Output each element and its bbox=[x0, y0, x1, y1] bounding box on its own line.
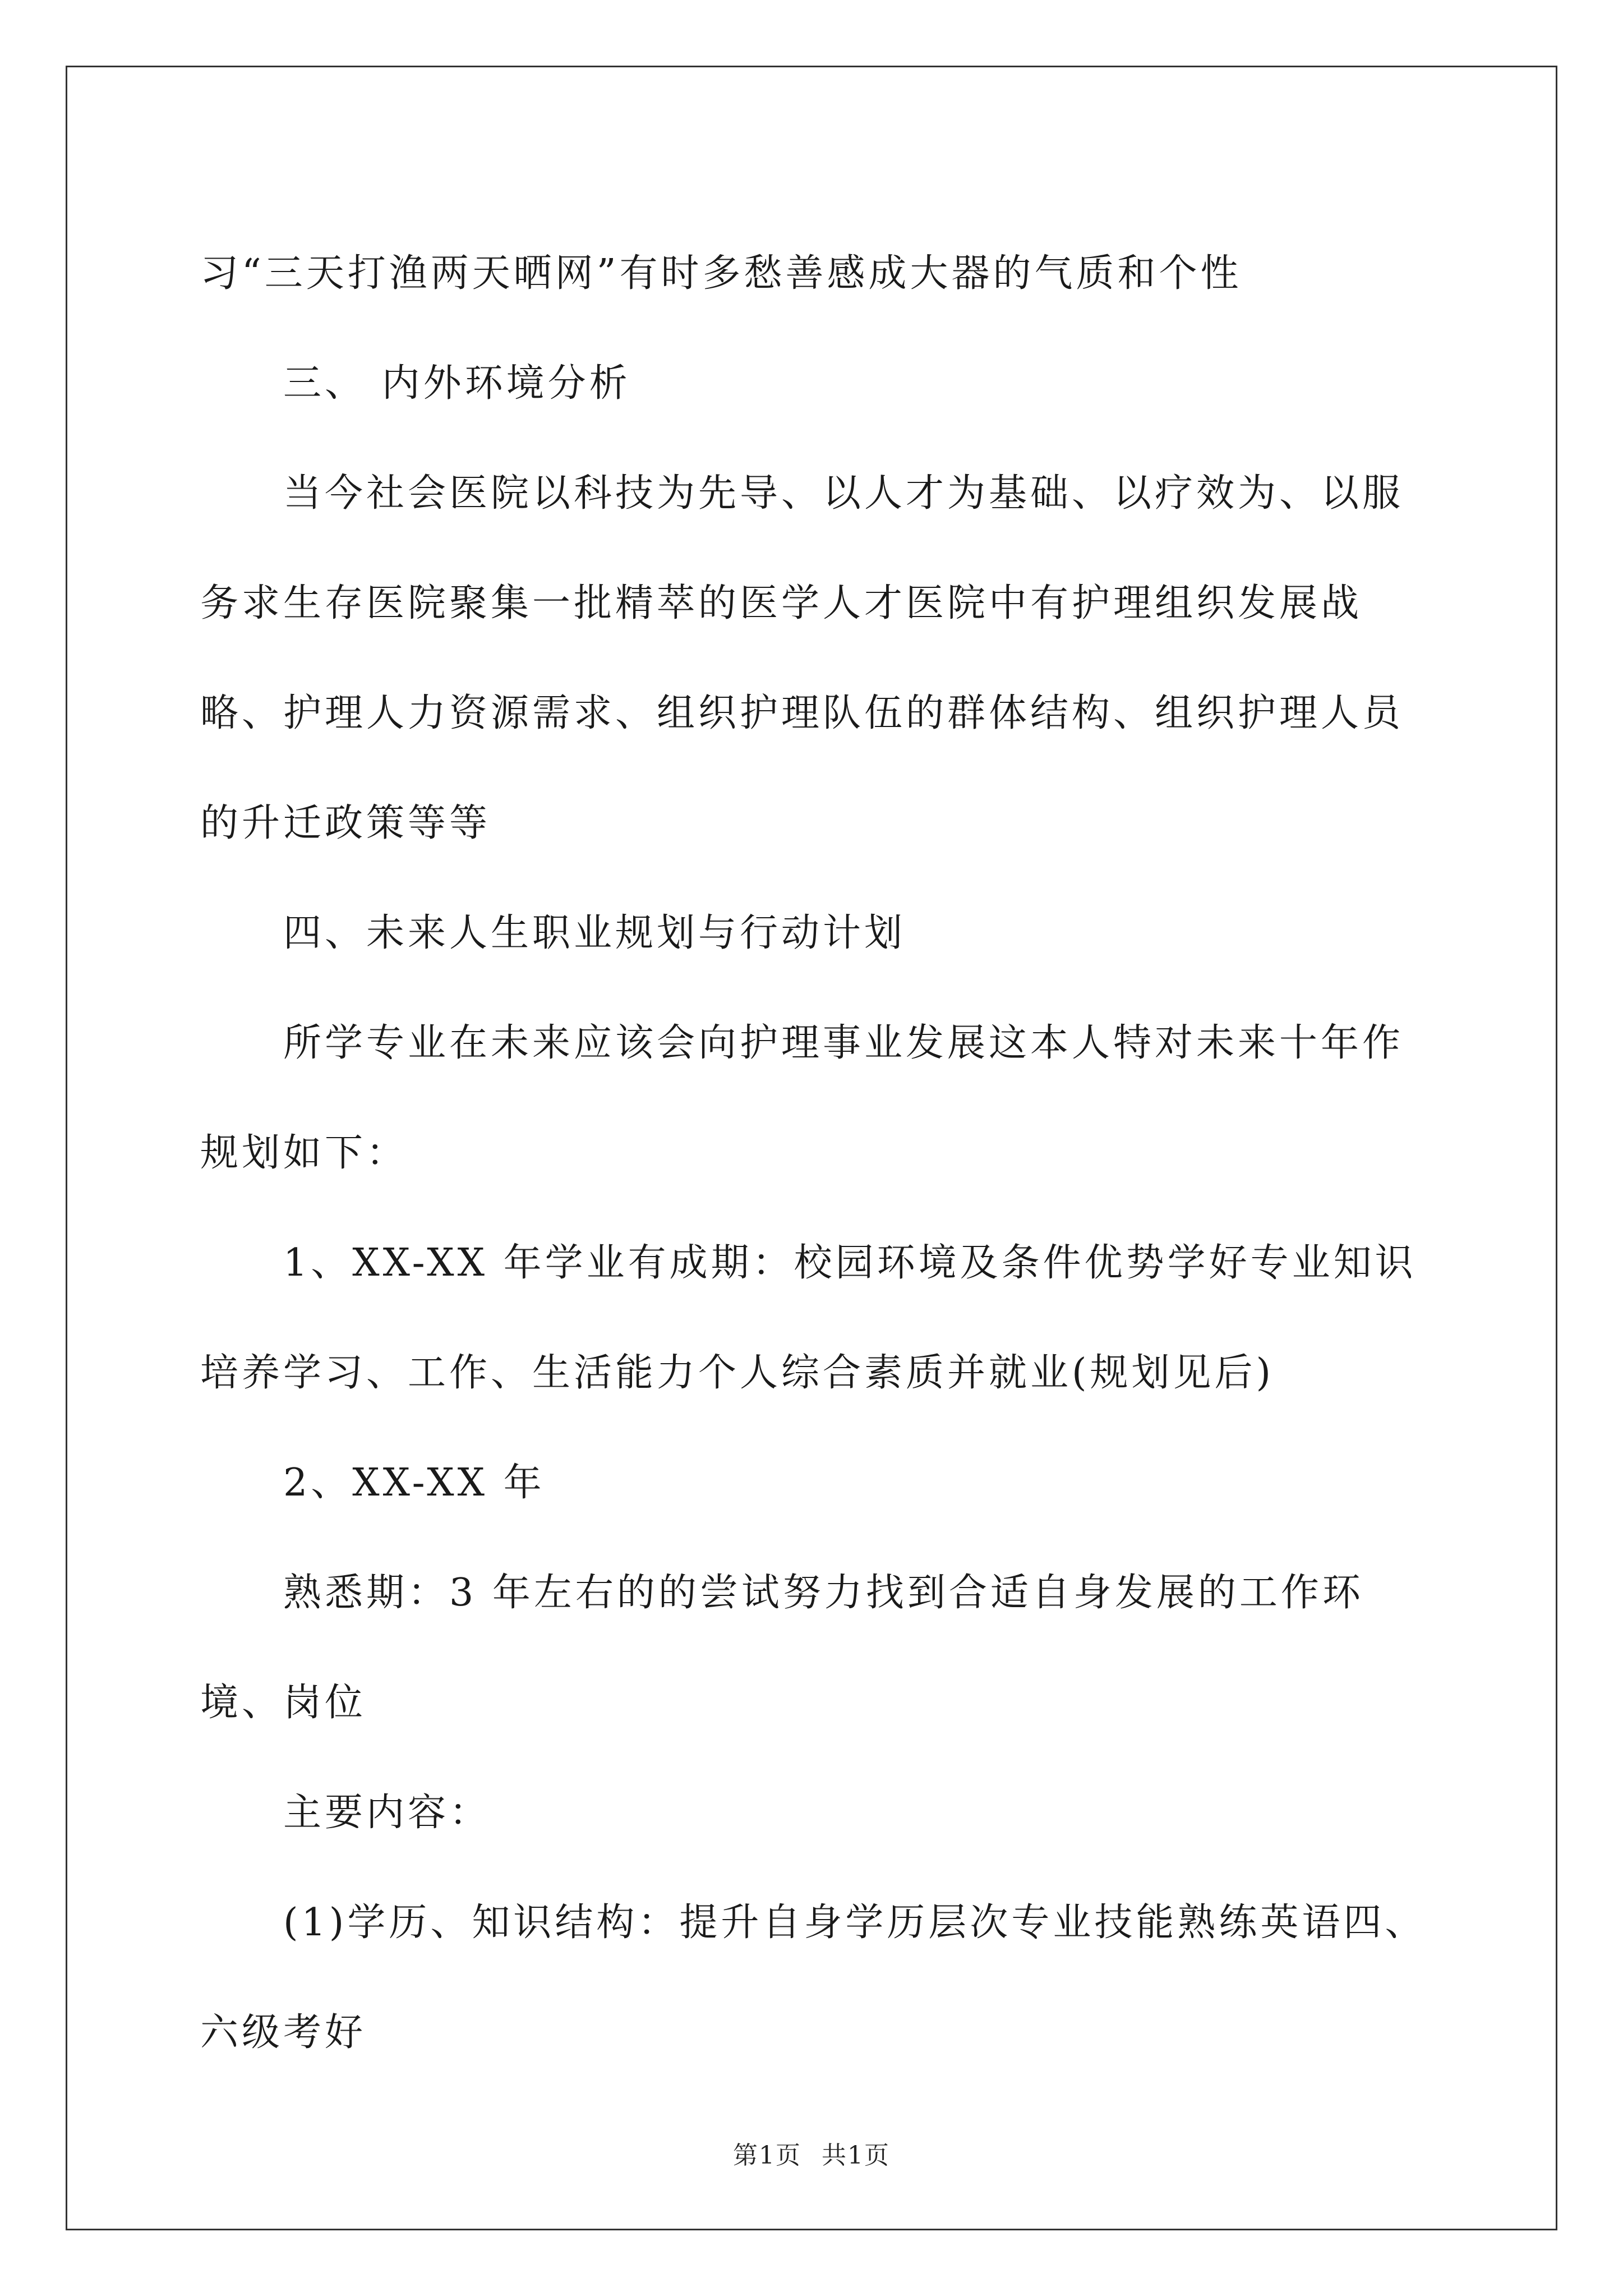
document-body bbox=[200, 219, 1434, 2088]
paragraph: 主要内容： bbox=[283, 1791, 491, 1835]
list-item: 2、XX-XX 年 bbox=[283, 1461, 545, 1505]
section-heading: 三、 内外环境分析 bbox=[283, 361, 631, 406]
paragraph: 所学专业在未来应该会向护理事业发展这本人特对未来十年作规划如下： bbox=[200, 1021, 1404, 1175]
section-heading: 四、未来人生职业规划与行动计划 bbox=[283, 911, 906, 955]
page-total: 共1页 bbox=[822, 2141, 890, 2170]
paragraph: 习“三天打渔两天晒网”有时多愁善感成大器的气质和个性 bbox=[200, 251, 1242, 296]
list-item: (1)学历、知识结构：提升自身学历层次专业技能熟练英语四、六级考好 bbox=[200, 1901, 1427, 2055]
paragraph: 当今社会医院以科技为先导、以人才为基础、以疗效为、以服务求生存医院聚集一批精萃的医学人才医院中有护理组织发展战略、护理人力资源需求、组织护理队伍的群体结构、组织护理人员的升迁政策等等 bbox=[200, 471, 1404, 845]
list-item: 1、XX-XX 年学业有成期：校园环境及条件优势学好专业知识培养学习、工作、生活能力个人综合素质并就业(规划见后) bbox=[200, 1241, 1417, 1395]
page-number: 第1页 bbox=[733, 2141, 801, 2170]
paragraph: 熟悉期：3 年左右的的尝试努力找到合适自身发展的工作环境、岗位 bbox=[200, 1571, 1364, 1725]
page-footer bbox=[0, 2135, 1623, 2171]
